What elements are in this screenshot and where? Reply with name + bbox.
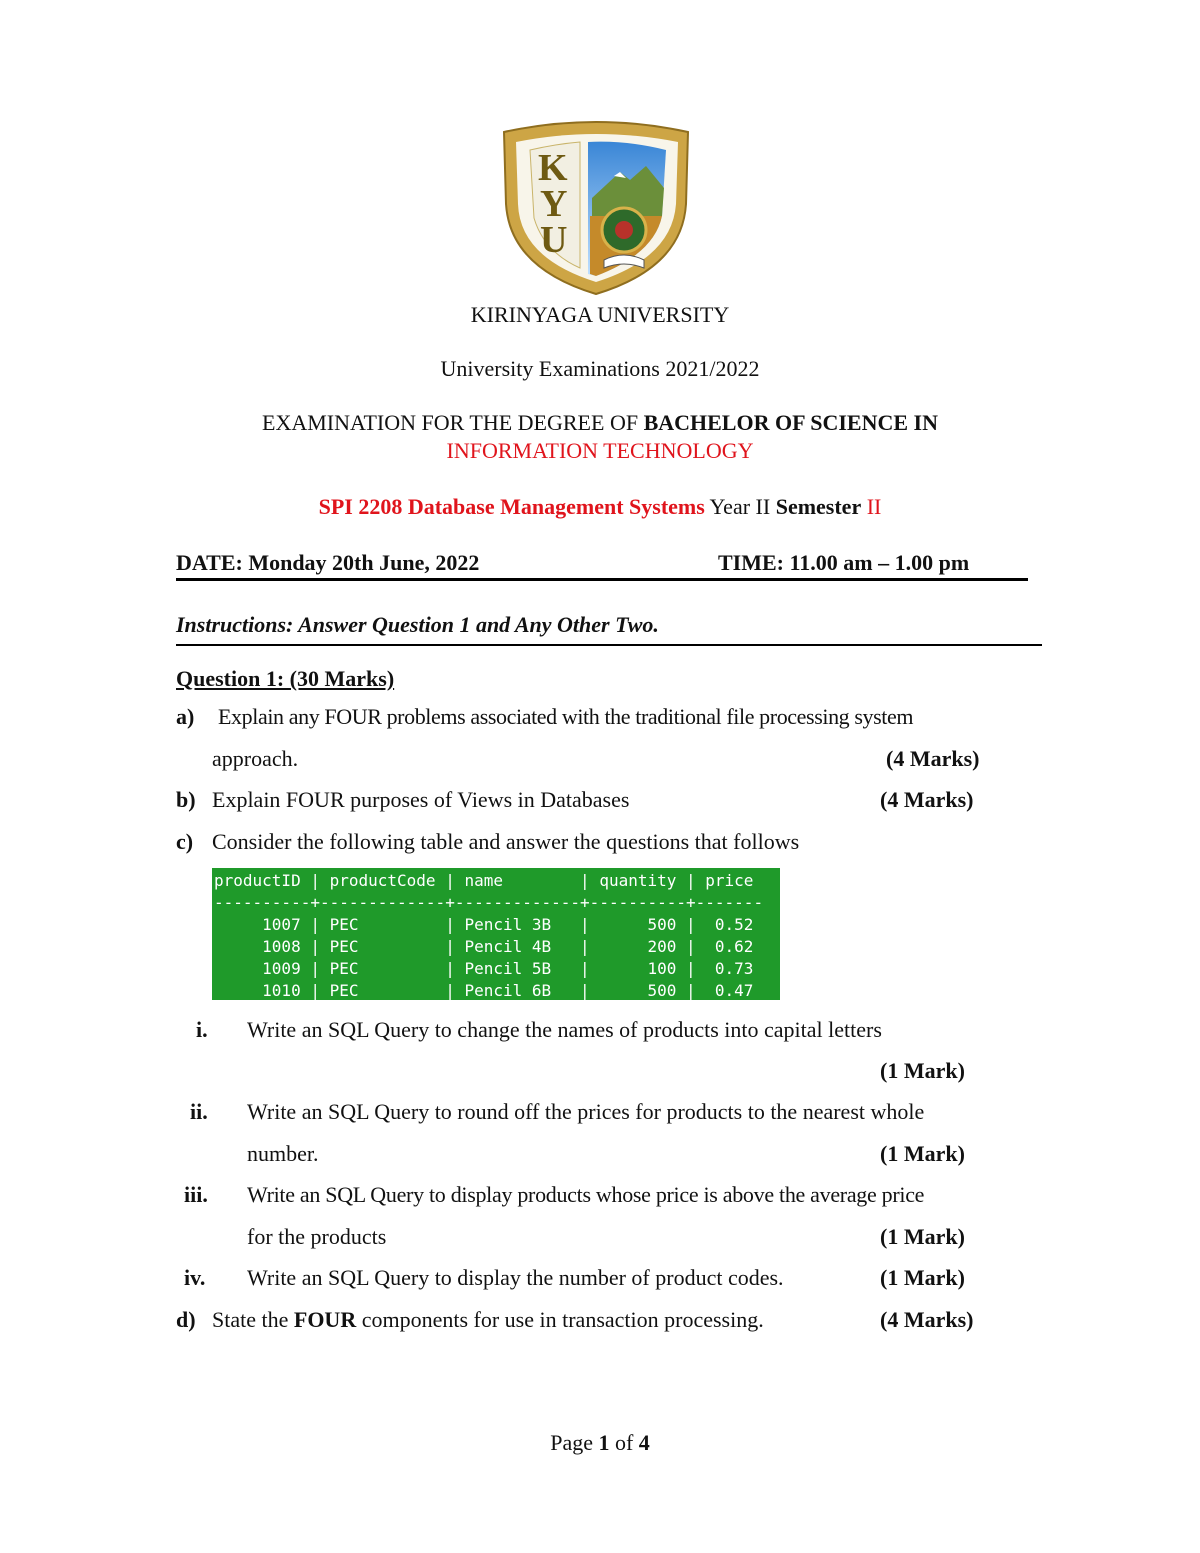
sub-iii-label: iii. (184, 1182, 208, 1207)
item-a-text-1: Explain any FOUR problems associated with the traditional file processing system (218, 704, 914, 729)
sub-iv-marks: (1 Mark) (880, 1265, 965, 1290)
sub-ii-label: ii. (190, 1099, 208, 1124)
sub-iii-text-2: for the products (247, 1224, 387, 1249)
university-logo (496, 118, 696, 298)
question-1-title: Question 1: (30 Marks) (176, 666, 395, 691)
item-b-text: Explain FOUR purposes of Views in Databases (212, 787, 630, 812)
unit-code-title: SPI 2208 Database Management Systems (318, 494, 705, 519)
sub-iv-label: iv. (184, 1265, 206, 1290)
sub-iii-marks: (1 Mark) (880, 1224, 965, 1249)
item-c-text: Consider the following table and answer the questions that follows (212, 829, 800, 854)
table-separator: ----------+-------------+-------------+----------+------- (214, 893, 764, 912)
exam-session: University Examinations 2021/2022 (440, 356, 760, 381)
table-row: 1007 | PEC | Pencil 3B | 500 | 0.52 (214, 915, 754, 934)
item-d-bold: FOUR (293, 1307, 357, 1332)
product-table-image (212, 868, 780, 1000)
table-row: 1008 | PEC | Pencil 4B | 200 | 0.62 (214, 937, 754, 956)
year-label: Year II (704, 494, 776, 519)
exam-date: DATE: Monday 20th June, 2022 (176, 550, 480, 575)
item-b-marks: (4 Marks) (880, 787, 974, 812)
item-d-label: d) (176, 1307, 196, 1332)
degree-bold: BACHELOR OF SCIENCE IN (643, 410, 938, 435)
sub-ii-marks: (1 Mark) (880, 1141, 965, 1166)
semester-value: II (861, 494, 882, 519)
table-row: 1009 | PEC | Pencil 5B | 100 | 0.73 (214, 959, 754, 978)
logo-letter-k: K (538, 147, 568, 189)
item-d-suffix: components for use in transaction processing. (356, 1307, 764, 1332)
item-d-prefix: State the (212, 1307, 294, 1332)
degree-prefix: EXAMINATION FOR THE DEGREE OF (262, 410, 644, 435)
university-name: KIRINYAGA UNIVERSITY (470, 302, 730, 327)
page-current: 1 (598, 1430, 610, 1455)
item-b-label: b) (176, 787, 196, 812)
sub-ii-text-1: Write an SQL Query to round off the prices for products to the nearest whole (247, 1099, 925, 1124)
page-prefix: Page (550, 1430, 599, 1455)
item-a-text-2: approach. (212, 746, 299, 771)
instructions-divider (176, 644, 1042, 646)
item-c-label: c) (176, 829, 194, 854)
sub-ii-text-2: number. (247, 1141, 319, 1166)
page-total: 4 (638, 1430, 650, 1455)
exam-time: TIME: 11.00 am – 1.00 pm (718, 550, 970, 575)
logo-letter-y: Y (540, 183, 568, 225)
sub-i-label: i. (196, 1017, 208, 1042)
table-row: 1010 | PEC | Pencil 6B | 500 | 0.47 (214, 981, 754, 1000)
page-of: of (609, 1430, 639, 1455)
item-d-text (212, 1307, 764, 1333)
sub-iv-text: Write an SQL Query to display the number of product codes. (247, 1265, 784, 1290)
item-a-label: a) (176, 704, 195, 729)
sub-i-text: Write an SQL Query to change the names of products into capital letters (247, 1017, 882, 1042)
date-divider (176, 578, 1028, 581)
instructions: Instructions: Answer Question 1 and Any Other Two. (176, 612, 659, 637)
sub-iii-text-1: Write an SQL Query to display products whose price is above the average price (247, 1182, 925, 1207)
unit-line (0, 494, 1200, 520)
degree-line-2: INFORMATION TECHNOLOGY (446, 438, 754, 463)
sub-i-marks: (1 Mark) (880, 1058, 965, 1083)
table-header: productID | productCode | name | quantity | price (214, 871, 754, 890)
item-d-marks: (4 Marks) (880, 1307, 974, 1332)
semester-label: Semester (775, 494, 862, 519)
degree-line-1 (0, 410, 1200, 436)
item-a-marks: (4 Marks) (886, 746, 980, 771)
page-number (0, 1430, 1200, 1456)
logo-letter-u: U (540, 219, 568, 261)
